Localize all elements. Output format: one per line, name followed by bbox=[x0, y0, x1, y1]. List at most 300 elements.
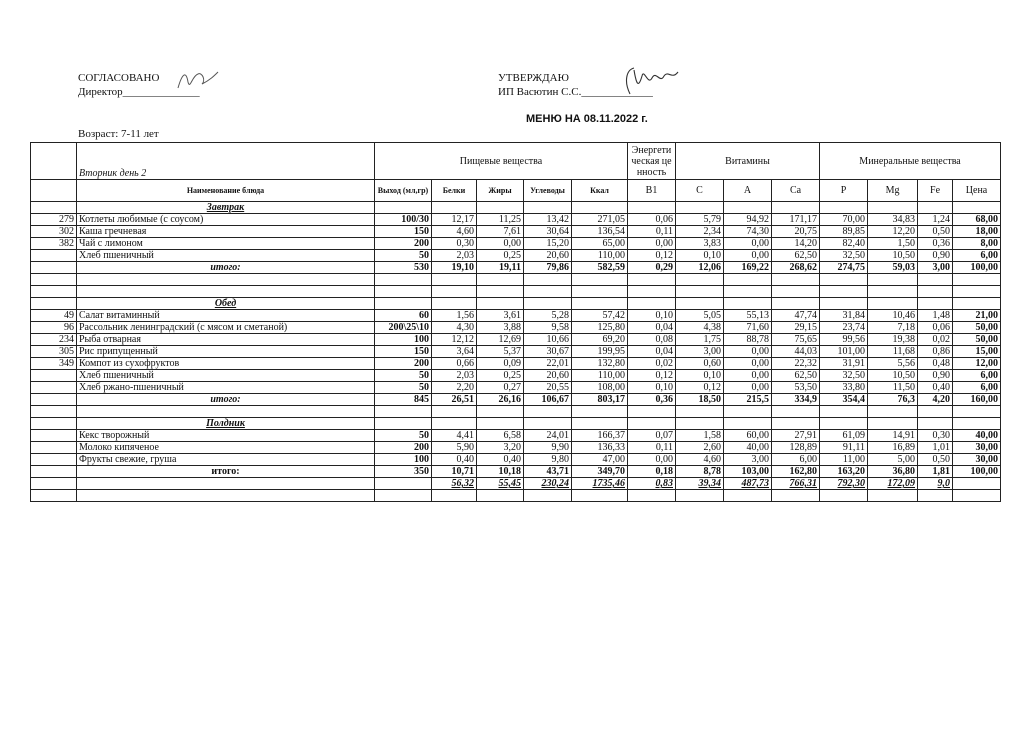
fat: 12,69 bbox=[477, 334, 524, 346]
approval-right-title: УТВЕРЖДАЮ bbox=[498, 72, 569, 84]
price: 6,00 bbox=[953, 382, 1001, 394]
recipe-number bbox=[31, 370, 77, 382]
yield: 50 bbox=[375, 430, 432, 442]
fat: 0,40 bbox=[477, 454, 524, 466]
empty-cell bbox=[676, 298, 724, 310]
dish-name: Рыба отварная bbox=[77, 334, 375, 346]
b1: 0,10 bbox=[628, 310, 676, 322]
kcal: 69,20 bbox=[572, 334, 628, 346]
vitamin-c: 2,34 bbox=[676, 226, 724, 238]
magnesium: 1,50 bbox=[868, 238, 918, 250]
calcium: 171,17 bbox=[772, 214, 820, 226]
iron: 0,86 bbox=[918, 346, 953, 358]
protein: 3,64 bbox=[432, 346, 477, 358]
fat: 0,25 bbox=[477, 370, 524, 382]
recipe-number bbox=[31, 430, 77, 442]
table-row bbox=[31, 454, 1001, 466]
group-header-blank bbox=[31, 143, 77, 180]
calcium: 14,20 bbox=[772, 238, 820, 250]
phosphorus: 101,00 bbox=[820, 346, 868, 358]
empty-cell bbox=[820, 490, 868, 502]
vitamin-c: 2,60 bbox=[676, 442, 724, 454]
kcal: 166,37 bbox=[572, 430, 628, 442]
approval-left-title: СОГЛАСОВАНО bbox=[78, 72, 160, 84]
empty-cell bbox=[820, 286, 868, 298]
dish-name: Фрукты свежие, груша bbox=[77, 454, 375, 466]
vitamin-c: 0,12 bbox=[676, 382, 724, 394]
total-carbs: 43,71 bbox=[524, 466, 572, 478]
grand-total-row bbox=[31, 478, 1001, 490]
carbs: 5,28 bbox=[524, 310, 572, 322]
empty-cell bbox=[432, 418, 477, 430]
empty-cell bbox=[724, 298, 772, 310]
empty-cell bbox=[524, 286, 572, 298]
magnesium: 16,89 bbox=[868, 442, 918, 454]
section-total-row bbox=[31, 394, 1001, 406]
empty-cell bbox=[31, 394, 77, 406]
magnesium: 19,38 bbox=[868, 334, 918, 346]
recipe-number bbox=[31, 382, 77, 394]
vitamin-a: 0,00 bbox=[724, 238, 772, 250]
empty-cell bbox=[676, 202, 724, 214]
section-title: Полдник bbox=[77, 418, 375, 430]
protein: 1,56 bbox=[432, 310, 477, 322]
b1: 0,02 bbox=[628, 358, 676, 370]
total-mg: 36,80 bbox=[868, 466, 918, 478]
carbs: 22,01 bbox=[524, 358, 572, 370]
vitamin-a: 3,00 bbox=[724, 454, 772, 466]
yield: 200\25\10 bbox=[375, 322, 432, 334]
price: 15,00 bbox=[953, 346, 1001, 358]
b1: 0,00 bbox=[628, 238, 676, 250]
yield: 200 bbox=[375, 358, 432, 370]
empty-cell bbox=[31, 466, 77, 478]
empty-cell bbox=[524, 406, 572, 418]
total-mg: 59,03 bbox=[868, 262, 918, 274]
phosphorus: 32,50 bbox=[820, 370, 868, 382]
dish-name: Чай с лимоном bbox=[77, 238, 375, 250]
empty-cell bbox=[31, 478, 77, 490]
vitamin-c: 5,05 bbox=[676, 310, 724, 322]
total-b1: 0,18 bbox=[628, 466, 676, 478]
total-c: 12,06 bbox=[676, 262, 724, 274]
phosphorus: 11,00 bbox=[820, 454, 868, 466]
blank-row bbox=[31, 490, 1001, 502]
total-c: 8,78 bbox=[676, 466, 724, 478]
phosphorus: 32,50 bbox=[820, 250, 868, 262]
empty-cell bbox=[953, 298, 1001, 310]
price: 30,00 bbox=[953, 454, 1001, 466]
fat: 0,25 bbox=[477, 250, 524, 262]
empty-cell bbox=[628, 202, 676, 214]
table-row bbox=[31, 322, 1001, 334]
empty-cell bbox=[953, 406, 1001, 418]
carbs: 15,20 bbox=[524, 238, 572, 250]
empty-cell bbox=[628, 418, 676, 430]
table-row bbox=[31, 310, 1001, 322]
empty-cell bbox=[31, 286, 77, 298]
iron: 0,40 bbox=[918, 382, 953, 394]
magnesium: 11,50 bbox=[868, 382, 918, 394]
col-a: А bbox=[724, 180, 772, 202]
age-label: Возраст: 7-11 лет bbox=[78, 128, 159, 140]
vitamin-c: 0,10 bbox=[676, 250, 724, 262]
magnesium: 11,68 bbox=[868, 346, 918, 358]
section-title: Завтрак bbox=[77, 202, 375, 214]
magnesium: 5,00 bbox=[868, 454, 918, 466]
empty-cell bbox=[820, 298, 868, 310]
total-protein: 10,71 bbox=[432, 466, 477, 478]
total-fe: 1,81 bbox=[918, 466, 953, 478]
fat: 3,20 bbox=[477, 442, 524, 454]
protein: 12,12 bbox=[432, 334, 477, 346]
empty-cell bbox=[477, 274, 524, 286]
col-protein: Белки bbox=[432, 180, 477, 202]
total-a: 103,00 bbox=[724, 466, 772, 478]
empty-cell bbox=[477, 406, 524, 418]
total-price: 100,00 bbox=[953, 466, 1001, 478]
kcal: 108,00 bbox=[572, 382, 628, 394]
empty-cell bbox=[375, 298, 432, 310]
empty-cell bbox=[31, 418, 77, 430]
vitamin-a: 71,60 bbox=[724, 322, 772, 334]
carbs: 20,55 bbox=[524, 382, 572, 394]
price: 21,00 bbox=[953, 310, 1001, 322]
empty-cell bbox=[868, 298, 918, 310]
carbs: 24,01 bbox=[524, 430, 572, 442]
magnesium: 10,46 bbox=[868, 310, 918, 322]
total-fat: 26,16 bbox=[477, 394, 524, 406]
iron: 0,36 bbox=[918, 238, 953, 250]
phosphorus: 31,91 bbox=[820, 358, 868, 370]
phosphorus: 91,11 bbox=[820, 442, 868, 454]
total-label: итого: bbox=[77, 466, 375, 478]
recipe-number: 279 bbox=[31, 214, 77, 226]
col-yield: Выход (мл,гр) bbox=[375, 180, 432, 202]
yield: 150 bbox=[375, 346, 432, 358]
dish-name: Молоко кипяченое bbox=[77, 442, 375, 454]
empty-cell bbox=[918, 286, 953, 298]
empty-cell bbox=[432, 490, 477, 502]
b1: 0,12 bbox=[628, 370, 676, 382]
section-title-row bbox=[31, 202, 1001, 214]
empty-cell bbox=[820, 274, 868, 286]
grand-p: 792,30 bbox=[820, 478, 868, 490]
dish-name: Рассольник ленинградский (с мясом и сметаной) bbox=[77, 322, 375, 334]
empty-cell bbox=[953, 286, 1001, 298]
empty-cell bbox=[676, 490, 724, 502]
total-kcal: 803,17 bbox=[572, 394, 628, 406]
total-fe: 4,20 bbox=[918, 394, 953, 406]
grand-fe: 9,0 bbox=[918, 478, 953, 490]
kcal: 136,54 bbox=[572, 226, 628, 238]
grand-mg: 172,09 bbox=[868, 478, 918, 490]
b1: 0,04 bbox=[628, 346, 676, 358]
total-ca: 334,9 bbox=[772, 394, 820, 406]
vitamin-a: 60,00 bbox=[724, 430, 772, 442]
price: 30,00 bbox=[953, 442, 1001, 454]
dish-name: Котлеты любимые (с соусом) bbox=[77, 214, 375, 226]
table-row bbox=[31, 250, 1001, 262]
empty-cell bbox=[918, 202, 953, 214]
yield: 50 bbox=[375, 370, 432, 382]
approval-right-role-label: ИП Васютин С.С. bbox=[498, 86, 582, 98]
grand-ca: 766,31 bbox=[772, 478, 820, 490]
phosphorus: 23,74 bbox=[820, 322, 868, 334]
empty-cell bbox=[724, 274, 772, 286]
calcium: 62,50 bbox=[772, 370, 820, 382]
empty-cell bbox=[918, 490, 953, 502]
table-row bbox=[31, 382, 1001, 394]
iron: 0,50 bbox=[918, 226, 953, 238]
empty-cell bbox=[868, 274, 918, 286]
kcal: 57,42 bbox=[572, 310, 628, 322]
empty-cell bbox=[724, 202, 772, 214]
empty-cell bbox=[918, 274, 953, 286]
dish-name: Рис припущенный bbox=[77, 346, 375, 358]
approval-left-role-label: Директор bbox=[78, 86, 123, 98]
empty-cell bbox=[628, 286, 676, 298]
empty-cell bbox=[375, 286, 432, 298]
empty-cell bbox=[676, 418, 724, 430]
fat: 5,37 bbox=[477, 346, 524, 358]
empty-cell bbox=[724, 286, 772, 298]
phosphorus: 99,56 bbox=[820, 334, 868, 346]
iron: 0,30 bbox=[918, 430, 953, 442]
carbs: 20,60 bbox=[524, 370, 572, 382]
empty-cell bbox=[31, 274, 77, 286]
empty-cell bbox=[772, 418, 820, 430]
calcium: 27,91 bbox=[772, 430, 820, 442]
empty-cell bbox=[868, 202, 918, 214]
yield: 60 bbox=[375, 310, 432, 322]
empty-cell bbox=[572, 298, 628, 310]
empty-cell bbox=[432, 202, 477, 214]
empty-cell bbox=[772, 274, 820, 286]
calcium: 128,89 bbox=[772, 442, 820, 454]
spacer-row bbox=[31, 274, 1001, 286]
col-c: С bbox=[676, 180, 724, 202]
magnesium: 12,20 bbox=[868, 226, 918, 238]
total-p: 274,75 bbox=[820, 262, 868, 274]
vitamin-a: 0,00 bbox=[724, 370, 772, 382]
kcal: 125,80 bbox=[572, 322, 628, 334]
total-yield: 845 bbox=[375, 394, 432, 406]
section-title-row bbox=[31, 418, 1001, 430]
empty-cell bbox=[432, 274, 477, 286]
kcal: 65,00 bbox=[572, 238, 628, 250]
vitamin-a: 0,00 bbox=[724, 346, 772, 358]
empty-cell bbox=[432, 406, 477, 418]
total-fat: 10,18 bbox=[477, 466, 524, 478]
vitamin-a: 74,30 bbox=[724, 226, 772, 238]
empty-cell bbox=[676, 286, 724, 298]
price: 68,00 bbox=[953, 214, 1001, 226]
protein: 0,30 bbox=[432, 238, 477, 250]
fat: 7,61 bbox=[477, 226, 524, 238]
phosphorus: 61,09 bbox=[820, 430, 868, 442]
b1: 0,00 bbox=[628, 454, 676, 466]
vitamin-a: 0,00 bbox=[724, 382, 772, 394]
empty-cell bbox=[676, 274, 724, 286]
empty-cell bbox=[953, 274, 1001, 286]
total-carbs: 79,86 bbox=[524, 262, 572, 274]
empty-cell bbox=[375, 490, 432, 502]
empty-cell bbox=[572, 274, 628, 286]
table-row bbox=[31, 370, 1001, 382]
calcium: 62,50 bbox=[772, 250, 820, 262]
magnesium: 34,83 bbox=[868, 214, 918, 226]
yield: 50 bbox=[375, 382, 432, 394]
total-a: 215,5 bbox=[724, 394, 772, 406]
magnesium: 5,56 bbox=[868, 358, 918, 370]
recipe-number: 305 bbox=[31, 346, 77, 358]
column-header-row bbox=[31, 180, 1001, 202]
empty-cell bbox=[31, 202, 77, 214]
signature-line: _____________ bbox=[581, 86, 653, 98]
empty-cell bbox=[572, 490, 628, 502]
empty-cell bbox=[628, 298, 676, 310]
vitamin-c: 1,58 bbox=[676, 430, 724, 442]
empty-cell bbox=[953, 490, 1001, 502]
empty-cell bbox=[724, 418, 772, 430]
price: 12,00 bbox=[953, 358, 1001, 370]
day-label: Вторник день 2 bbox=[77, 143, 375, 180]
price: 50,00 bbox=[953, 322, 1001, 334]
protein: 2,03 bbox=[432, 370, 477, 382]
empty-cell bbox=[524, 202, 572, 214]
calcium: 6,00 bbox=[772, 454, 820, 466]
table-row bbox=[31, 334, 1001, 346]
magnesium: 7,18 bbox=[868, 322, 918, 334]
col-carbs: Углеводы bbox=[524, 180, 572, 202]
empty-cell bbox=[724, 406, 772, 418]
group-minerals: Минеральные вещества bbox=[820, 143, 1001, 180]
total-p: 163,20 bbox=[820, 466, 868, 478]
protein: 0,66 bbox=[432, 358, 477, 370]
b1: 0,06 bbox=[628, 214, 676, 226]
total-b1: 0,29 bbox=[628, 262, 676, 274]
empty-cell bbox=[820, 418, 868, 430]
iron: 0,50 bbox=[918, 454, 953, 466]
empty-cell bbox=[572, 202, 628, 214]
col-p: Р bbox=[820, 180, 868, 202]
empty-cell bbox=[772, 298, 820, 310]
empty-cell bbox=[477, 202, 524, 214]
empty-cell bbox=[524, 298, 572, 310]
b1: 0,11 bbox=[628, 442, 676, 454]
iron: 0,48 bbox=[918, 358, 953, 370]
empty-cell bbox=[953, 202, 1001, 214]
col-fat: Жиры bbox=[477, 180, 524, 202]
kcal: 110,00 bbox=[572, 250, 628, 262]
recipe-number: 234 bbox=[31, 334, 77, 346]
total-c: 18,50 bbox=[676, 394, 724, 406]
empty-cell bbox=[918, 298, 953, 310]
total-fat: 19,11 bbox=[477, 262, 524, 274]
empty-cell bbox=[772, 286, 820, 298]
vitamin-a: 94,92 bbox=[724, 214, 772, 226]
grand-kcal: 1735,46 bbox=[572, 478, 628, 490]
total-kcal: 582,59 bbox=[572, 262, 628, 274]
empty-cell bbox=[524, 490, 572, 502]
calcium: 75,65 bbox=[772, 334, 820, 346]
total-protein: 19,10 bbox=[432, 262, 477, 274]
carbs: 30,64 bbox=[524, 226, 572, 238]
fat: 3,61 bbox=[477, 310, 524, 322]
calcium: 53,50 bbox=[772, 382, 820, 394]
empty-cell bbox=[868, 490, 918, 502]
total-label: итого: bbox=[77, 262, 375, 274]
vitamin-c: 3,00 bbox=[676, 346, 724, 358]
total-b1: 0,36 bbox=[628, 394, 676, 406]
b1: 0,08 bbox=[628, 334, 676, 346]
group-nutrients: Пищевые вещества bbox=[375, 143, 628, 180]
table-row bbox=[31, 214, 1001, 226]
grand-protein: 56,32 bbox=[432, 478, 477, 490]
fat: 11,25 bbox=[477, 214, 524, 226]
price: 50,00 bbox=[953, 334, 1001, 346]
yield: 100 bbox=[375, 454, 432, 466]
price: 6,00 bbox=[953, 370, 1001, 382]
section-total-row bbox=[31, 262, 1001, 274]
empty-cell bbox=[77, 478, 375, 490]
signature-line: ______________ bbox=[122, 86, 200, 98]
empty-cell bbox=[628, 490, 676, 502]
price: 6,00 bbox=[953, 250, 1001, 262]
group-energy: Энергетическая ценность bbox=[628, 143, 676, 180]
empty-cell bbox=[477, 298, 524, 310]
total-mg: 76,3 bbox=[868, 394, 918, 406]
protein: 2,20 bbox=[432, 382, 477, 394]
empty-cell bbox=[31, 406, 77, 418]
kcal: 136,33 bbox=[572, 442, 628, 454]
vitamin-c: 5,79 bbox=[676, 214, 724, 226]
vitamin-c: 1,75 bbox=[676, 334, 724, 346]
recipe-number: 302 bbox=[31, 226, 77, 238]
spacer-row bbox=[31, 286, 1001, 298]
recipe-number: 96 bbox=[31, 322, 77, 334]
carbs: 9,80 bbox=[524, 454, 572, 466]
empty-cell bbox=[820, 406, 868, 418]
fat: 0,09 bbox=[477, 358, 524, 370]
price: 8,00 bbox=[953, 238, 1001, 250]
empty-cell bbox=[432, 286, 477, 298]
b1: 0,11 bbox=[628, 226, 676, 238]
col-mg: Mg bbox=[868, 180, 918, 202]
total-price: 100,00 bbox=[953, 262, 1001, 274]
empty-cell bbox=[868, 418, 918, 430]
yield: 200 bbox=[375, 442, 432, 454]
protein: 4,30 bbox=[432, 322, 477, 334]
iron: 1,48 bbox=[918, 310, 953, 322]
table-row bbox=[31, 442, 1001, 454]
empty-cell bbox=[77, 490, 375, 502]
recipe-number bbox=[31, 250, 77, 262]
empty-cell bbox=[724, 490, 772, 502]
group-vitamins: Витамины bbox=[676, 143, 820, 180]
col-price: Цена bbox=[953, 180, 1001, 202]
empty-cell bbox=[77, 406, 375, 418]
empty-cell bbox=[953, 478, 1001, 490]
fat: 3,88 bbox=[477, 322, 524, 334]
total-ca: 162,80 bbox=[772, 466, 820, 478]
empty-cell bbox=[918, 418, 953, 430]
recipe-number: 382 bbox=[31, 238, 77, 250]
kcal: 271,05 bbox=[572, 214, 628, 226]
empty-cell bbox=[477, 490, 524, 502]
total-protein: 26,51 bbox=[432, 394, 477, 406]
